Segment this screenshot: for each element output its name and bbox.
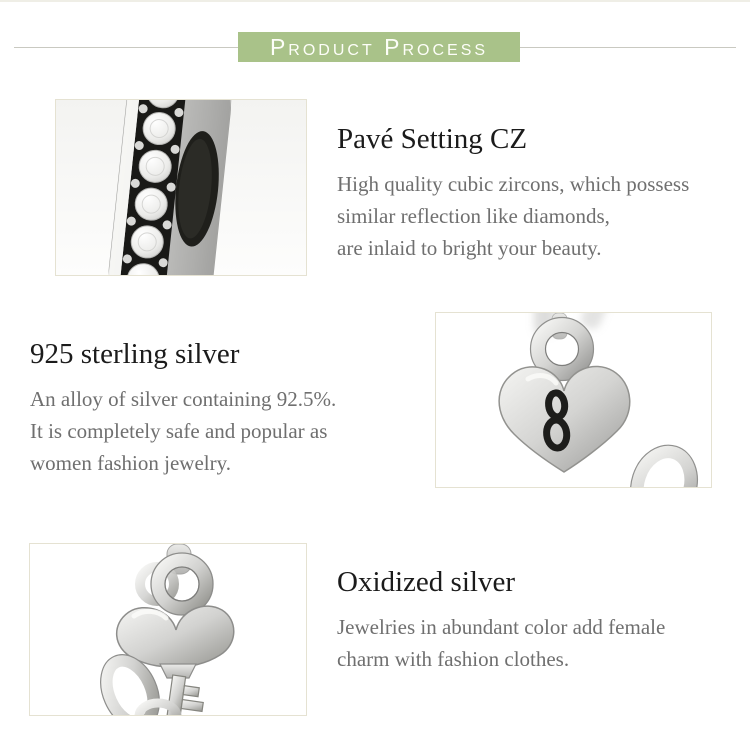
heart-key-photo bbox=[29, 543, 307, 716]
section-925-sterling-silver bbox=[30, 335, 430, 479]
description-line: It is completely safe and popular as bbox=[30, 419, 328, 443]
section-heading: 925 sterling silver bbox=[30, 338, 240, 370]
heart-lock-charm-illustration bbox=[436, 313, 711, 487]
description-line: similar reflection like diamonds, bbox=[337, 204, 610, 228]
description-line: Jewelries in abundant color add female bbox=[337, 615, 666, 639]
cz-spacer-charm-illustration bbox=[56, 100, 306, 275]
heart-lock-photo bbox=[435, 312, 712, 488]
section-description bbox=[337, 168, 737, 264]
description-line: An alloy of silver containing 92.5%. bbox=[30, 387, 337, 411]
description-line: are inlaid to bright your beauty. bbox=[337, 236, 602, 260]
section-description bbox=[30, 383, 430, 479]
description-line: women fashion jewelry. bbox=[30, 451, 231, 475]
section-description bbox=[337, 611, 737, 675]
banner-title: Product Process bbox=[269, 34, 489, 60]
description-line: charm with fashion clothes. bbox=[337, 647, 570, 671]
section-heading: Pavé Setting CZ bbox=[337, 123, 528, 155]
section-oxidized-silver bbox=[337, 563, 737, 675]
section-pave-setting-cz bbox=[337, 120, 737, 264]
description-line: High quality cubic zircons, which possess bbox=[337, 172, 690, 196]
section-heading: Oxidized silver bbox=[337, 566, 515, 598]
product-process-banner bbox=[238, 32, 520, 62]
cz-spacer-photo bbox=[55, 99, 307, 276]
top-border-line bbox=[0, 0, 750, 2]
heart-key-charm-illustration bbox=[30, 544, 306, 715]
